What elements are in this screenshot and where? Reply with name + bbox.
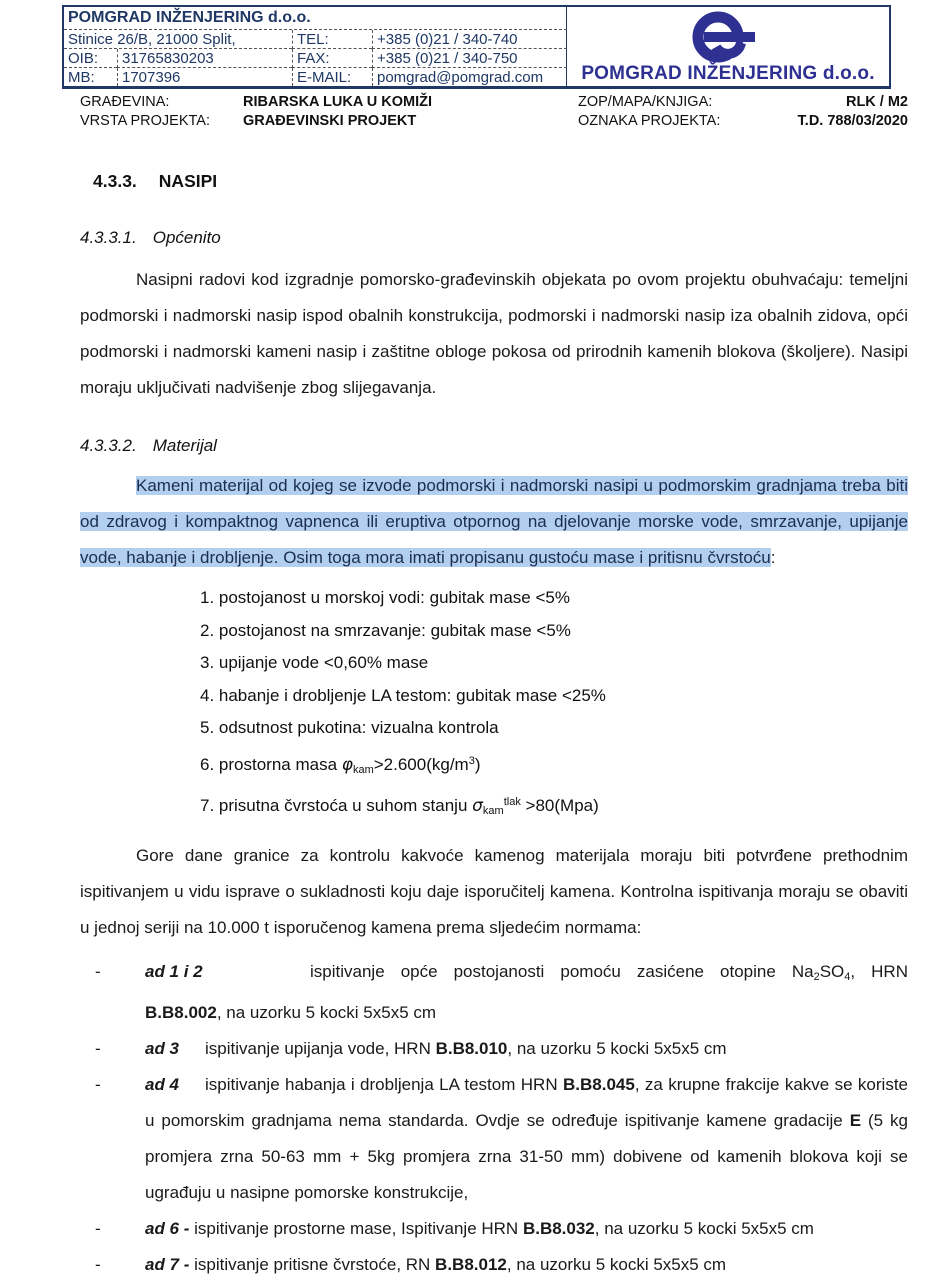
subscript: kam xyxy=(482,805,504,817)
ad-text: SO xyxy=(819,961,845,981)
subsection-heading-materijal xyxy=(80,436,908,456)
section-heading-nasipi xyxy=(80,171,908,192)
pomgrad-logo-icon xyxy=(678,9,778,67)
letterhead xyxy=(62,5,891,89)
meta-row-vrsta xyxy=(80,112,908,131)
subscript: kam xyxy=(352,763,374,776)
vrsta-value: GRAĐEVINSKI PROJEKT xyxy=(243,113,417,129)
ad-text: , na uzorku 5 kocki 5x5x5 cm xyxy=(216,1002,437,1022)
superscript: tlak xyxy=(503,796,521,808)
ad-text: , na uzorku 5 kocki 5x5x5 cm xyxy=(506,1254,727,1274)
ad-text: , na uzorku 5 kocki 5x5x5 cm xyxy=(507,1038,727,1058)
item-text: prostorna masa xyxy=(218,754,342,774)
paragraph-opcenito: Nasipni radovi kod izgradnje pomorsko-građevinskih objekata po ovom projektu obuhvaćaju: temeljni podmorski i nadmorski nasip ispod obalnih konstrukcija, podmorski i nadmorski nasip iza obalnih zidova, opći podmorski i nadmorski kameni nasip i zaštitne obloge pokosa od prirodnih kamenih blokova (školjere). Nasipi moraju uključivati nadvišenje zbog slijegavanja. xyxy=(80,270,908,397)
list-item: 1. postojanost u morskoj vodi: gubitak mase <5% xyxy=(200,588,570,607)
project-meta xyxy=(80,93,908,131)
gradjevina-value: RIBARSKA LUKA U KOMIŽI xyxy=(243,94,433,110)
list-item-ad7 xyxy=(80,1247,908,1283)
standard-code: B.B8.012 xyxy=(435,1254,507,1274)
oib-label: OIB: xyxy=(64,49,117,68)
list-item: 3. upijanje vode <0,60% mase xyxy=(200,653,429,672)
paragraph-materijal xyxy=(80,468,908,576)
section-title: NASIPI xyxy=(158,171,218,191)
zop-value: RLK / M2 xyxy=(845,94,908,110)
ad-text: , na uzorku 5 kocki 5x5x5 cm xyxy=(594,1218,814,1238)
ad-text: ispitivanje prostorne mase, Ispitivanje HRN xyxy=(194,1218,523,1238)
item-number: 7. xyxy=(200,796,219,815)
paragraph-kontrola: Gore dane granice za kontrolu kakvoće kamenog materijala moraju biti potvrđene prethodnim ispitivanjem u vidu isprave o sukladnosti koju daje isporučitelj kamena. Kontrolna ispitivanja moraju se obaviti u jednoj seriji na 10.000 t isporučenog kamena prema sljedećim normama: xyxy=(80,845,908,937)
requirements-list xyxy=(200,582,908,828)
list-item-ad3 xyxy=(80,1031,908,1067)
company-name: POMGRAD INŽENJERING d.o.o. xyxy=(64,7,567,30)
section-number: 4.3.3. xyxy=(93,171,137,191)
ad-text: (5 kg promjera zrna 50-63 mm + 5kg promjera zrna 31-50 mm) dobivene od kamenih blokova koji se ugrađuju u nasipne pomorske konstrukcije, xyxy=(145,1110,908,1202)
dash-bullet: - xyxy=(95,1074,101,1094)
ad-text: ispitivanje habanja i drobljenja LA testom HRN xyxy=(205,1074,563,1094)
oznaka-value: T.D. 788/03/2020 xyxy=(797,113,908,129)
standard-code: B.B8.045 xyxy=(562,1074,635,1094)
sigma-symbol: σ xyxy=(472,796,483,816)
ad-label: ad 3 xyxy=(145,1038,180,1058)
subsection-number: 4.3.3.2. xyxy=(80,436,137,455)
document-page xyxy=(0,5,939,1274)
ad-text: ispitivanje upijanja vode, HRN xyxy=(205,1038,436,1058)
ad-label: ad 7 - xyxy=(145,1254,195,1274)
paragraph-tail: : xyxy=(770,548,776,567)
list-item: 2. postojanost na smrzavanje: gubitak mase <5% xyxy=(200,620,571,640)
item-text: ) xyxy=(474,754,481,774)
phi-symbol: φ xyxy=(341,754,353,775)
email-label: E-MAIL: xyxy=(292,68,372,86)
subsection-heading-opcenito xyxy=(80,228,908,248)
selected-text: Kameni materijal od kojeg se izvode podmorski i nadmorski nasipi u podmorskim gradnjama treba biti od zdravog i kompaktnog vapnenca ili eruptiva otpornog na djelovanje morske vode, smrzavanje, upijanje vode, habanje i drobljenje. Osim toga mora imati propisanu gustoću mase i pritisnu čvrstoću xyxy=(80,476,908,567)
ad-label: ad 4 xyxy=(145,1074,180,1094)
list-item: 4. habanje i drobljenje LA testom: gubitak mase <25% xyxy=(200,685,606,705)
mb-label: MB: xyxy=(68,68,95,86)
ad-text: ispitivanje pritisne čvrstoće, RN xyxy=(194,1254,436,1274)
logo-wordmark: POMGRAD INŽENJERING d.o.o. xyxy=(581,63,875,84)
subsection-title: Općenito xyxy=(152,228,221,247)
fax-label: FAX: xyxy=(292,49,372,68)
subsection-number: 4.3.3.1. xyxy=(80,228,137,247)
item-text: >2.600(kg/m xyxy=(373,754,469,774)
document-body xyxy=(80,171,908,1283)
meta-row-gradjevina xyxy=(80,93,908,112)
ad-text: , HRN xyxy=(850,961,908,981)
standard-code: B.B8.002 xyxy=(145,1002,217,1022)
standard-code: B.B8.010 xyxy=(435,1038,508,1058)
dash-bullet: - xyxy=(95,1038,101,1058)
oib-value: 31765830203 xyxy=(117,49,292,68)
logo-cell xyxy=(567,7,889,86)
list-item: 5. odsutnost pukotina: vizualna kontrola xyxy=(200,718,499,737)
company-address: Stinice 26/B, 21000 Split, xyxy=(64,30,292,49)
dash-bullet: - xyxy=(95,1218,101,1238)
ad-label: ad 6 - xyxy=(145,1218,195,1238)
tel-value: +385 (0)21 / 340-740 xyxy=(372,30,567,49)
norms-list xyxy=(80,954,908,1283)
subscript: 4 xyxy=(844,970,851,983)
list-item-formula-density xyxy=(200,745,908,787)
oznaka-label: OZNAKA PROJEKTA: xyxy=(578,113,721,129)
list-item-ad4 xyxy=(80,1067,908,1211)
dash-bullet: - xyxy=(95,1254,101,1274)
ad-text: ispitivanje opće postojanosti pomoću zasićene otopine Na xyxy=(310,961,814,981)
list-item-formula-strength xyxy=(200,786,908,828)
ad-label: ad 1 i 2 xyxy=(145,961,203,981)
mb-value: 1707396 xyxy=(117,68,292,86)
gradation-class: E xyxy=(849,1110,862,1130)
item-text: >80(Mpa) xyxy=(520,796,599,815)
list-item-ad12 xyxy=(80,954,908,1031)
tel-label: TEL: xyxy=(292,30,372,49)
subsection-title: Materijal xyxy=(152,436,217,455)
gradjevina-label: GRAĐEVINA: xyxy=(80,94,170,110)
item-number: 6. xyxy=(200,754,219,774)
email-value: pomgrad@pomgrad.com xyxy=(372,68,567,86)
superscript: 3 xyxy=(468,754,475,767)
zop-label: ZOP/MAPA/KNJIGA: xyxy=(578,94,713,110)
list-item-ad6 xyxy=(80,1211,908,1247)
ad-text: , za krupne frakcije kakve se koriste u pomorskim gradnjama nema standarda. Ovdje se određuje ispitivanje kamene gradacije xyxy=(145,1074,908,1130)
standard-code: B.B8.032 xyxy=(522,1218,595,1238)
fax-value: +385 (0)21 / 340-750 xyxy=(372,49,567,68)
subscript: 2 xyxy=(813,970,820,983)
vrsta-label: VRSTA PROJEKTA: xyxy=(80,113,210,129)
company-info-table xyxy=(64,7,567,86)
item-text: prisutna čvrstoća u suhom stanju xyxy=(218,796,473,815)
dash-bullet: - xyxy=(95,961,101,981)
